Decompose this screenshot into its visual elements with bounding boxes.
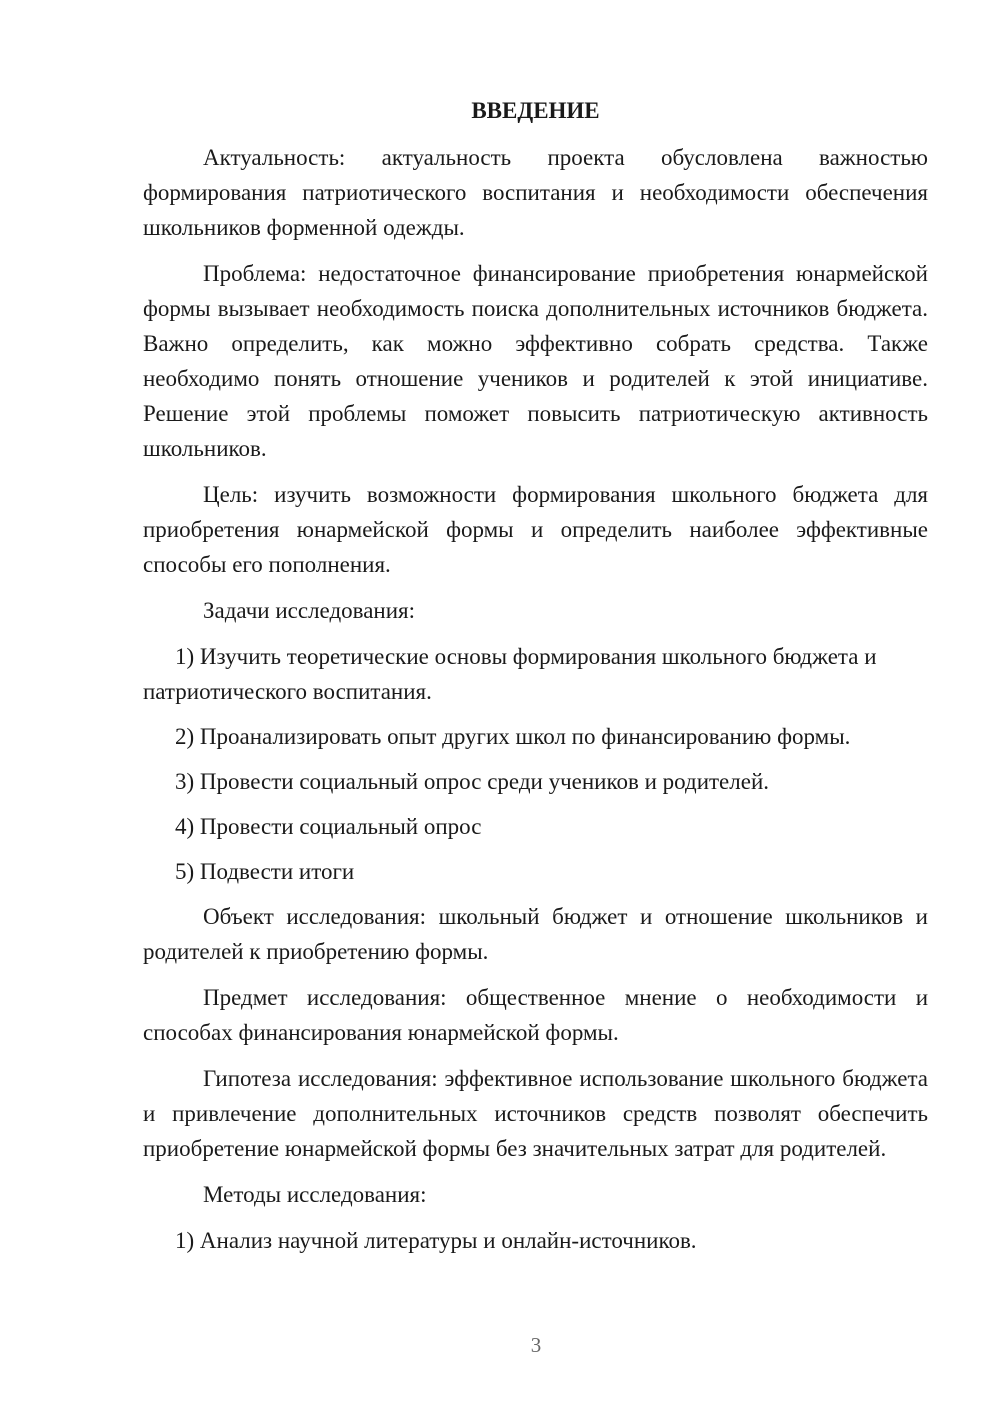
- page-number: 3: [530, 1333, 542, 1357]
- task-item: 2) Проанализировать опыт других школ по финансированию формы.: [175, 724, 851, 749]
- relevance-paragraph: Актуальность: актуальность проекта обусловлена важностью формирования патриотического воспитания и необходимости обеспечения школьников форменной одежды.: [143, 145, 928, 240]
- methods-title: Методы исследования:: [203, 1182, 427, 1207]
- object-paragraph: Объект исследования: школьный бюджет и отношение школьников и родителей к приобретению формы.: [143, 904, 928, 964]
- tasks-title: Задачи исследования:: [203, 598, 416, 623]
- section-heading: ВВЕДЕНИЕ: [471, 98, 600, 123]
- hypothesis-paragraph: Гипотеза исследования: эффективное использование школьного бюджета и привлечение дополнительных источников средств позволят обеспечить приобретение юнармейской формы без значительных затрат для родителей.: [143, 1066, 928, 1161]
- problem-paragraph: Проблема: недостаточное финансирование приобретения юнармейской формы вызывает необходимость поиска дополнительных источников бюджета. Важно определить, как можно эффективно собрать средства. Также необходимо понять отношение учеников и родителей к этой инициативе. Решение этой проблемы поможет повысить патриотическую активность школьников.: [143, 261, 928, 461]
- task-item: 4) Провести социальный опрос: [175, 814, 482, 839]
- task-item: 5) Подвести итоги: [175, 859, 355, 884]
- task-item: 3) Провести социальный опрос среди учеников и родителей.: [175, 769, 770, 794]
- method-item: 1) Анализ научной литературы и онлайн-источников.: [175, 1228, 697, 1253]
- page-content: [143, 93, 928, 1268]
- goal-paragraph: Цель: изучить возможности формирования школьного бюджета для приобретения юнармейской формы и определить наиболее эффективные способы его пополнения.: [143, 482, 928, 577]
- subject-paragraph: Предмет исследования: общественное мнение о необходимости и способах финансирования юнармейской формы.: [143, 985, 928, 1045]
- task-item: 1) Изучить теоретические основы формирования школьного бюджета и патриотического воспитания.: [143, 644, 877, 704]
